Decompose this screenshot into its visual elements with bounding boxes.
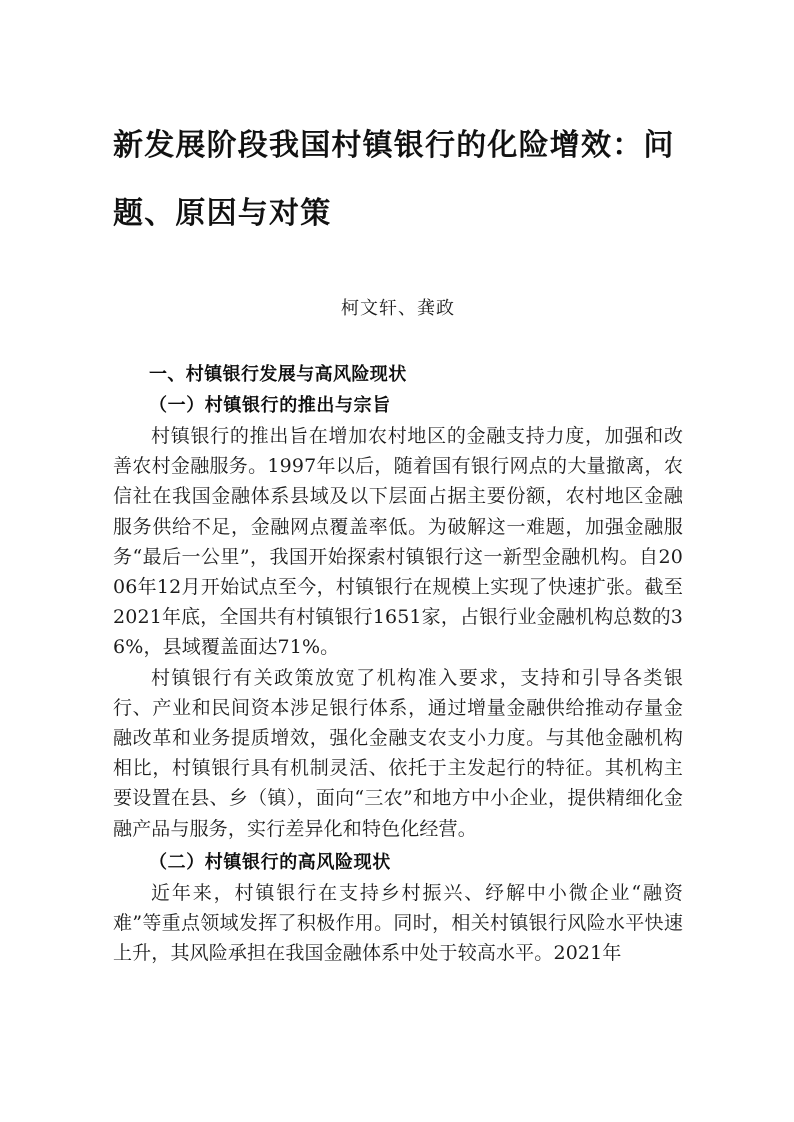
page-content-column [113,0,683,968]
paragraph-1-2-1: 近年来，村镇银行在支持乡村振兴、纾解中小微企业“融资难”等重点领域发挥了积极作用。同时，相关村镇银行风险水平快速上升，其风险承担在我国金融体系中处于较高水平。2021年 [113,881,683,965]
subsection-heading-1-1: （一）村镇银行的推出与宗旨 [149,395,391,416]
paragraph-1-1-2: 村镇银行有关政策放宽了机构准入要求，支持和引导各类银行、产业和民间资本涉足银行体系，通过增量金融供给推动存量金融改革和业务提质增效，强化金融支农支小力度。与其他金融机构相比，村镇银行具有机制灵活、依托于主发起行的特征。其机构主要设置在县、乡（镇），面向“三农”和地方中小企业，提供精细化金融产品与服务，实行差异化和特色化经营。 [113,666,683,840]
paragraph-1-1-1: 村镇银行的推出旨在增加农村地区的金融支持力度，加强和改善农村金融服务。1997年以后，随着国有银行网点的大量撤离，农信社在我国金融体系县域及以下层面占据主要份额，农村地区金融服务供给不足，金融网点覆盖率低。为破解这一难题，加强金融服务“最后一公里”，我国开始探索村镇银行这一新型金融机构。自2006年12月开始试点至今，村镇银行在规模上实现了快速扩张。截至2021年底，全国共有村镇银行1651家，占银行业金融机构总数的36%，县域覆盖面达71%。 [113,425,683,659]
document-title-line-2: 题、原因与对策 [113,196,332,231]
subsection-heading-1-2: （二）村镇银行的高风险现状 [149,851,391,873]
title-top-spacer [113,0,683,112]
document-title-line-1: 新发展阶段我国村镇银行的化险增效：问 [113,128,675,163]
section-heading-1: 一、村镇银行发展与高风险现状 [149,364,407,385]
author-byline: 柯文轩、龚政 [341,298,455,319]
